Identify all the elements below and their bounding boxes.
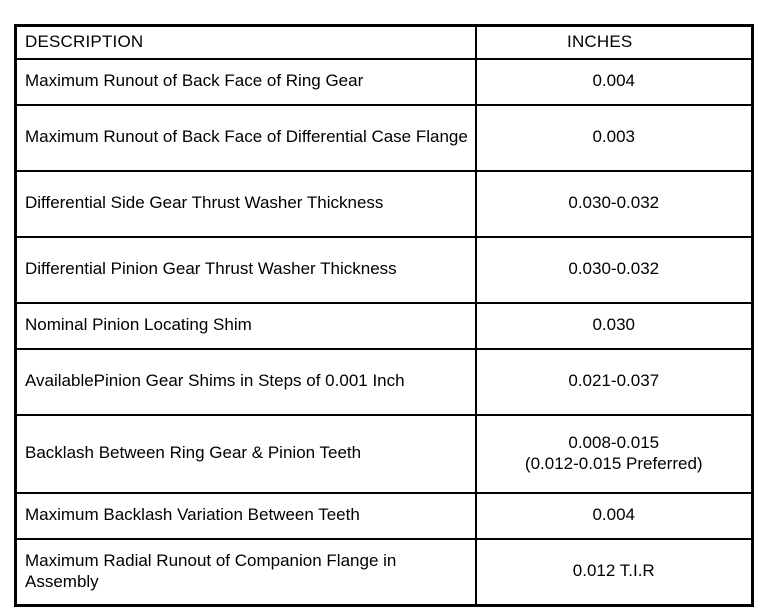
cell-value [476,237,753,303]
cell-description: Differential Pinion Gear Thrust Washer Thickness [16,237,476,303]
cell-value-line: 0.003 [592,127,636,147]
cell-description: Differential Side Gear Thrust Washer Thickness [16,171,476,237]
table-row [16,105,753,171]
table-row [16,349,753,415]
cell-value [476,303,753,349]
cell-value-line: 0.004 [592,71,636,91]
cell-value [476,105,753,171]
table-row [16,415,753,493]
specification-table [14,24,754,607]
table-row [16,539,753,606]
cell-value [476,59,753,105]
table-header-row [16,26,753,59]
column-header-inches: INCHES [476,26,753,59]
cell-value [476,415,753,493]
table-header [16,26,753,59]
cell-value [476,349,753,415]
cell-value-line: 0.008-0.015 [568,433,660,452]
cell-value-line: 0.021-0.037 [568,371,660,391]
cell-description: Maximum Radial Runout of Companion Flange in Assembly [16,539,476,606]
cell-description: Maximum Runout of Back Face of Ring Gear [16,59,476,105]
cell-description: AvailablePinion Gear Shims in Steps of 0.001 Inch [16,349,476,415]
cell-value-line: 0.030-0.032 [568,259,660,279]
cell-description: Backlash Between Ring Gear & Pinion Teeth [16,415,476,493]
cell-value [476,171,753,237]
cell-description: Nominal Pinion Locating Shim [16,303,476,349]
cell-value-note: (0.012-0.015 Preferred) [524,453,703,473]
cell-value-line: 0.012 T.I.R [572,561,655,581]
cell-value [476,539,753,606]
cell-value-line: 0.030-0.032 [568,193,660,213]
column-header-description: DESCRIPTION [16,26,476,59]
cell-value-line: 0.004 [592,505,636,525]
cell-description: Maximum Backlash Variation Between Teeth [16,493,476,539]
table-row [16,171,753,237]
cell-value-line: 0.030 [592,315,636,335]
table-row [16,493,753,539]
table-body [16,59,753,606]
table-row [16,303,753,349]
table-row [16,237,753,303]
cell-description: Maximum Runout of Back Face of Differential Case Flange [16,105,476,171]
table-row [16,59,753,105]
cell-value [476,493,753,539]
